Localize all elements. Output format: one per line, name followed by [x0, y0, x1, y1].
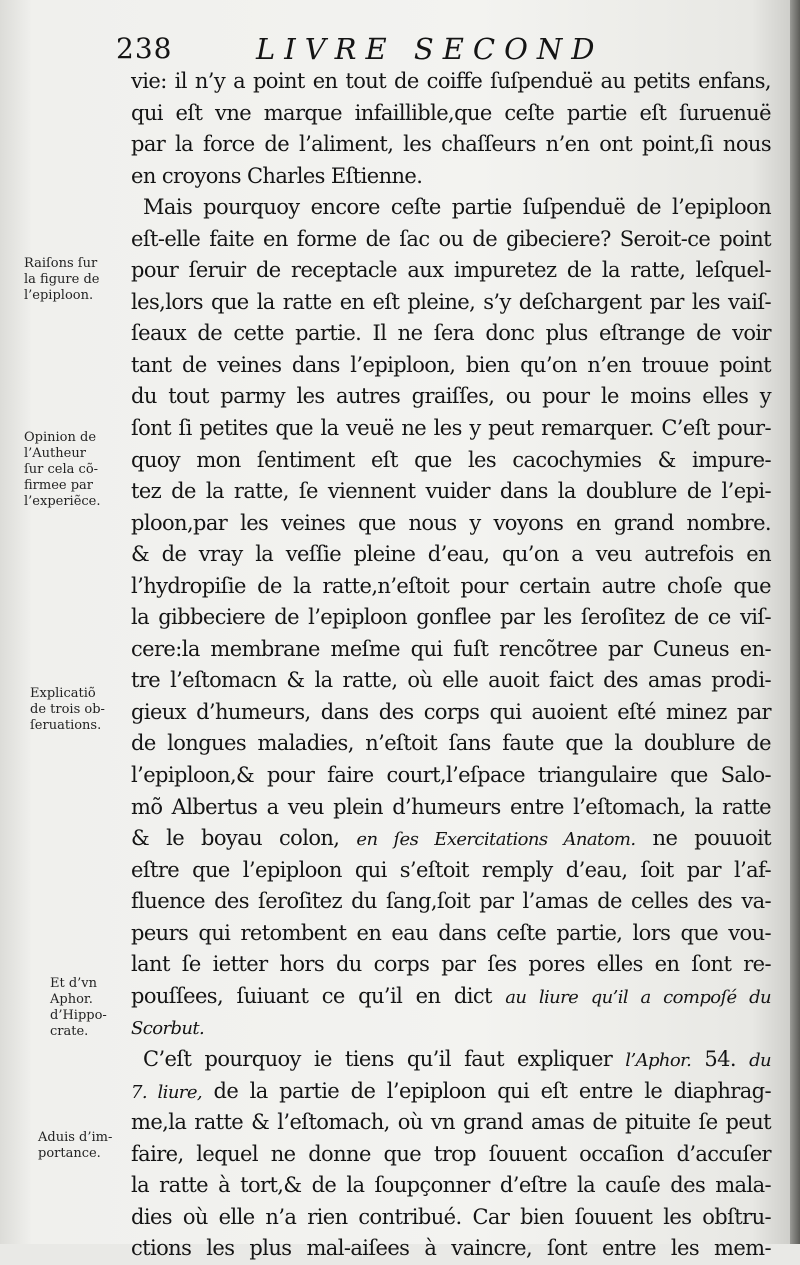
text-run: mõ Albertus a veu plein d’humeurs entre l’eſtomach, la ratte	[131, 794, 771, 819]
margin-note-aduis	[38, 1130, 112, 1162]
text-run: quoy mon ſentiment eſt que les cacochymies & impure-	[131, 447, 771, 472]
text-run: qui eſt vne marque infaillible,que ceſte partie eſt ſuruenuë	[131, 100, 771, 125]
text-run: vie: il n’y a point en tout de coiffe ſuſpenduë au petits enfans,	[131, 69, 771, 93]
text-run: lant ſe ietter hors du corps par ſes pores elles en ſont re-	[131, 952, 771, 977]
margin-note-line: Explicatiõ	[30, 686, 96, 701]
text-line	[131, 381, 771, 413]
text-run: les,lors que la ratte en eſt pleine, s’y deſchargent par les vaiſ-	[131, 289, 771, 314]
margin-note-raisons	[24, 256, 99, 304]
text-run: la gibbeciere de l’epiploon gonflee par les ſeroſitez de ce viſ-	[131, 605, 771, 630]
text-line	[131, 792, 771, 824]
text-line	[131, 192, 771, 224]
text-run: ſont ſi petites que la veuë ne les y peut remarquer. C’eſt pour-	[131, 416, 771, 441]
text-line	[131, 1202, 771, 1234]
text-run: dies où elle n’a rien contribué. Car bien ſouuent les obſtru-	[131, 1204, 771, 1229]
text-run: me,la ratte & l’eſtomach, où vn grand amas de pituite ſe peut	[131, 1110, 771, 1135]
text-line	[131, 602, 771, 634]
italic-run: l’Aphor.	[625, 1049, 692, 1071]
margin-note-line: ſeruations.	[30, 718, 102, 733]
text-run: eſt-elle faite en forme de ſac ou de gibeciere? Seroit-ce point	[131, 226, 771, 251]
text-line	[131, 981, 771, 1013]
text-run: pour ſeruir de receptacle aux impuretez de la ratte, leſquel-	[131, 258, 771, 283]
margin-note-aphor	[50, 976, 107, 1040]
margin-note-line: d’Hippo-	[50, 1008, 107, 1023]
text-run: & de vray la veſſie pleine d’eau, qu’on a veu autrefois en	[131, 542, 771, 567]
margin-note-line: Aduis d’im-	[38, 1130, 113, 1145]
text-run: peurs qui retombent en eau dans ceſte partie, lors que vou-	[131, 920, 771, 945]
margin-note-line: de trois ob-	[30, 702, 105, 717]
text-line	[131, 287, 771, 319]
page-number: 238	[116, 32, 173, 65]
text-line	[131, 66, 771, 98]
text-line	[131, 224, 771, 256]
text-run: l’epiploon,& pour faire court,l’eſpace triangulaire que Salo-	[131, 763, 771, 788]
text-line	[131, 1139, 771, 1171]
margin-note-line: portance.	[38, 1146, 101, 1161]
page-edge	[790, 0, 800, 1244]
text-line	[131, 665, 771, 697]
text-run: faire, lequel ne donne que trop ſouuent occaſion d’accuſer	[131, 1141, 771, 1166]
italic-run: du	[749, 1049, 771, 1071]
text-run: gieux d’humeurs, dans des corps qui auoient eſté minez par	[131, 699, 771, 724]
margin-note-line: Raiſons ſur	[24, 256, 98, 271]
margin-note-line: l’Autheur	[24, 446, 86, 461]
text-line	[131, 413, 771, 445]
text-line	[131, 1233, 771, 1265]
margin-note-explication	[30, 686, 105, 734]
text-run: de longues maladies, n’eſtoit ſans faute que la doublure de	[131, 731, 771, 756]
italic-run: en ſes Exercitations Anatom.	[356, 829, 636, 851]
text-line	[131, 728, 771, 760]
margin-note-line: Opinion de	[24, 430, 97, 445]
text-line	[131, 1076, 771, 1108]
text-run: en croyons Charles Eſtienne.	[131, 163, 423, 188]
margin-note-line: firmee par	[24, 478, 94, 493]
text-line	[131, 508, 771, 540]
text-run: tant de veines dans l’epiploon, bien qu’on n’en trouue point	[131, 352, 771, 377]
text-line	[131, 571, 771, 603]
margin-note-line: Et d’vn	[50, 976, 98, 991]
text-run: ploon,par les veines que nous y voyons en grand nombre.	[131, 510, 771, 535]
text-line	[131, 949, 771, 981]
text-line	[131, 918, 771, 950]
text-run: pouſſees, ſuiuant ce qu’il en dict	[131, 983, 506, 1008]
text-run: du tout parmy les autres graiſſes, ou pour le moins elles y	[131, 384, 771, 409]
text-run: fluence des ſeroſitez du ſang,ſoit par l’amas de celles des va-	[131, 889, 771, 914]
margin-note-line: Aphor.	[50, 992, 93, 1007]
text-run: 54.	[691, 1046, 750, 1071]
text-line	[131, 161, 771, 193]
text-run: C’eſt pourquoy ie tiens qu’il faut expliquer	[143, 1046, 626, 1071]
text-line	[131, 476, 771, 508]
text-line	[131, 634, 771, 666]
margin-note-opinion	[24, 430, 101, 510]
running-title: LIVRE SECOND	[256, 32, 604, 66]
italic-run: Scorbut.	[131, 1018, 205, 1040]
text-run: ſeaux de cette partie. Il ne ſera donc plus eſtrange de voir	[131, 321, 771, 346]
text-line	[131, 539, 771, 571]
text-line	[131, 1044, 771, 1076]
margin-note-line: l’epiploon.	[24, 288, 94, 303]
text-line	[131, 1107, 771, 1139]
italic-run: 7. liure,	[131, 1081, 202, 1103]
text-run: de la partie de l’epiploon qui eſt entre le diaphrag-	[202, 1078, 771, 1103]
text-line	[131, 697, 771, 729]
text-run: Mais pourquoy encore ceſte partie ſuſpenduë de l’epiploon	[143, 195, 771, 220]
margin-note-line: ſur cela cõ-	[24, 462, 99, 477]
text-line	[131, 760, 771, 792]
text-run: cere:la membrane meſme qui fuſt rencõtree par Cuneus en-	[131, 636, 771, 661]
text-line	[131, 445, 771, 477]
text-line	[131, 855, 771, 887]
text-run: & le boyau colon,	[131, 826, 357, 851]
body-text	[131, 66, 771, 1265]
text-run: ne pouuoit	[635, 826, 771, 851]
text-run: par la force de l’aliment, les chaſſeurs n’en ont point,ſi nous	[131, 132, 771, 157]
text-run: tre l’eſtomacn & la ratte, où elle auoit faict des amas prodi-	[131, 668, 771, 693]
text-run: ctions les plus mal-aiſees à vaincre, ſont entre les mem-	[131, 1236, 771, 1261]
text-line	[131, 255, 771, 287]
text-line	[131, 98, 771, 130]
text-run: l’hydropiſie de la ratte,n’eſtoit pour certain autre choſe que	[131, 573, 771, 598]
margin-note-line: la figure de	[24, 272, 100, 287]
text-line	[131, 350, 771, 382]
italic-run: au liure qu’il a compoſé du	[505, 986, 771, 1008]
text-line	[131, 318, 771, 350]
text-run: eſtre que l’epiploon qui s’eſtoit remply d’eau, ſoit par l’af-	[131, 857, 771, 882]
text-line	[131, 886, 771, 918]
text-line	[131, 823, 771, 855]
margin-note-line: crate.	[50, 1024, 89, 1039]
margin-note-line: l’experiẽce.	[24, 494, 101, 509]
text-run: la ratte à tort,& de la ſoupçonner d’eſtre la cauſe des mala-	[131, 1173, 771, 1198]
text-line	[131, 1170, 771, 1202]
text-line	[131, 129, 771, 161]
text-line	[131, 1012, 771, 1044]
text-run: tez de la ratte, ſe viennent vuider dans la doublure de l’epi-	[131, 479, 771, 504]
